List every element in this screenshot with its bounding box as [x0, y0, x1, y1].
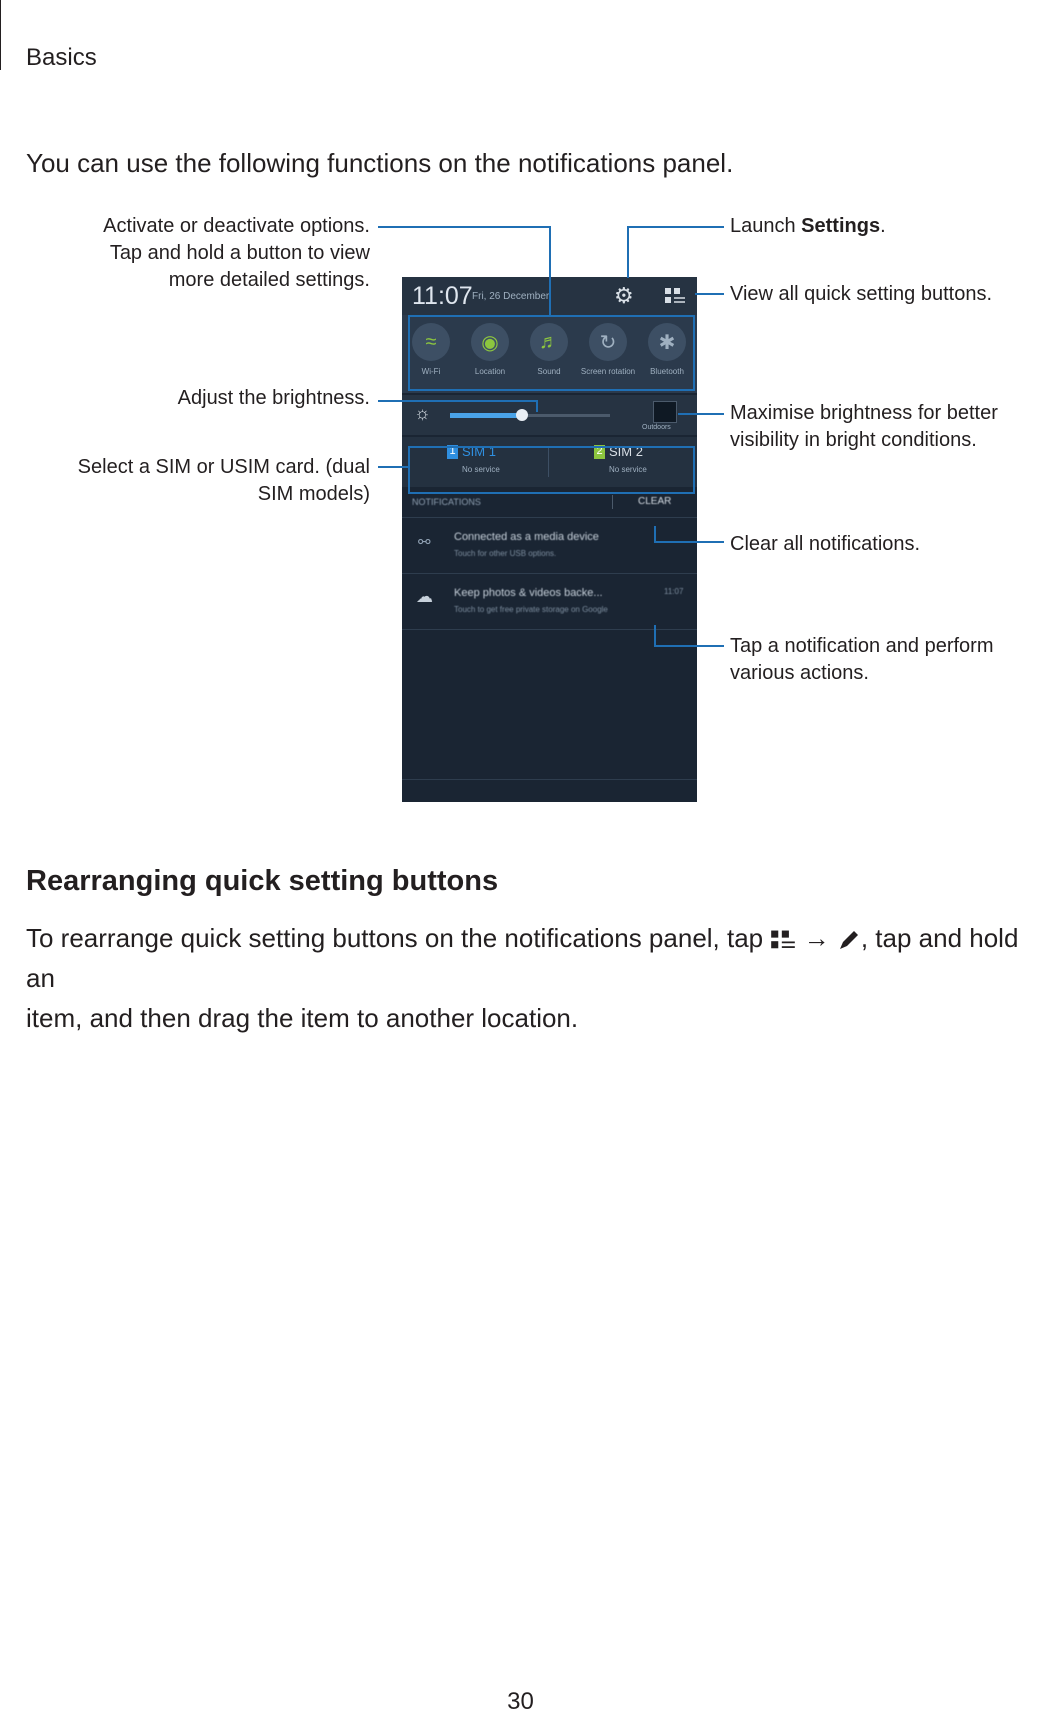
callout-launch: Launch Settings. [730, 215, 886, 237]
cloud-upload-icon: ☁ [416, 587, 433, 606]
leader-launch-v [627, 226, 629, 278]
callout-clear: Clear all notifications. [730, 533, 921, 555]
leader-tap-h [654, 645, 724, 647]
sound-icon: ♬ [539, 330, 559, 353]
outdoors-checkbox[interactable] [653, 401, 677, 423]
notification-item[interactable] [402, 575, 697, 629]
notification-time: 11:07 [664, 587, 684, 596]
brightness-slider-knob[interactable] [516, 409, 528, 421]
sim-1-name: SIM 1 [462, 444, 496, 459]
outdoors-label: Outdoors [642, 424, 671, 431]
notifications-header: NOTIFICATIONS [412, 497, 481, 507]
wifi-icon: ≈ [425, 330, 437, 353]
leader-maximise [678, 413, 724, 415]
intro-text: You can use the following functions on the notifications panel. [26, 148, 734, 178]
notification-sub: Touch for other USB options. [454, 549, 557, 558]
sim-1-badge: 1 [447, 445, 458, 459]
leader-clear-v [654, 526, 656, 543]
bluetooth-label: Bluetooth [650, 367, 684, 376]
location-icon: ◉ [481, 331, 499, 354]
sim-2-status: No service [609, 465, 647, 474]
divider [402, 573, 697, 574]
usb-icon: ⚯ [418, 534, 431, 551]
brightness-icon: ☼ [414, 403, 431, 423]
rotation-icon: ↻ [599, 331, 617, 354]
rotation-label: Screen rotation [580, 367, 636, 376]
notification-item[interactable] [402, 519, 697, 573]
leader-view-all [695, 293, 724, 295]
leader-activate-h [378, 226, 551, 228]
settings-gear-icon[interactable]: ⚙ [614, 283, 634, 308]
wifi-label: Wi-Fi [421, 367, 441, 376]
header-divider [612, 495, 613, 509]
notification-sub: Touch to get free private storage on Google [454, 605, 608, 614]
location-label: Location [474, 367, 506, 376]
sound-label: Sound [537, 367, 561, 376]
header-rule [0, 0, 1, 70]
leader-launch-h [627, 226, 724, 228]
leader-brightness-v [536, 400, 538, 412]
quick-settings-grid-icon[interactable] [664, 286, 686, 306]
brightness-fill [450, 413, 522, 418]
sim-highlight [408, 446, 695, 494]
divider [402, 517, 697, 518]
notification-title: Connected as a media device [454, 531, 599, 543]
edit-pencil-icon [837, 928, 861, 952]
callout-sim: Select a SIM or USIM card. (dual SIM models) [77, 456, 370, 505]
divider [402, 629, 697, 630]
notifications-area [402, 489, 697, 779]
leader-tap-v [654, 625, 656, 647]
leader-activate-v [549, 226, 551, 315]
callout-tap: Tap a notification and perform various actions. [730, 635, 994, 684]
callout-activate: Activate or deactivate options. Tap and hold a button to view more detailed settings. [103, 215, 370, 291]
subsection-title: Rearranging quick setting buttons [26, 865, 499, 897]
leader-clear-h [654, 541, 724, 543]
page-number: 30 [507, 1688, 534, 1715]
leader-brightness-h [378, 400, 538, 402]
callout-view-all: View all quick setting buttons. [730, 283, 993, 305]
date: Fri, 26 December [472, 291, 550, 302]
clock: 11:07 [412, 282, 473, 310]
panel-bottom-line [402, 779, 697, 780]
subsection-body: To rearrange quick setting buttons on the notifications panel, tap → , tap and hold an item, and then drag the item to another location. [26, 923, 1019, 1033]
bluetooth-icon: ✱ [658, 331, 676, 354]
callout-maximise: Maximise brightness for better visibility in bright conditions. [730, 402, 998, 451]
clear-button[interactable]: CLEAR [638, 496, 672, 507]
section-title: Basics [26, 44, 97, 71]
quick-settings-grid-icon [770, 928, 796, 952]
notification-title: Keep photos & videos backe... [454, 587, 603, 599]
quick-settings-highlight [408, 315, 695, 391]
sim-1-status: No service [462, 465, 500, 474]
leader-sim [378, 466, 408, 468]
sim-2-badge: 2 [594, 445, 605, 459]
callout-brightness: Adjust the brightness. [177, 387, 370, 409]
sim-2-name: SIM 2 [609, 444, 643, 459]
